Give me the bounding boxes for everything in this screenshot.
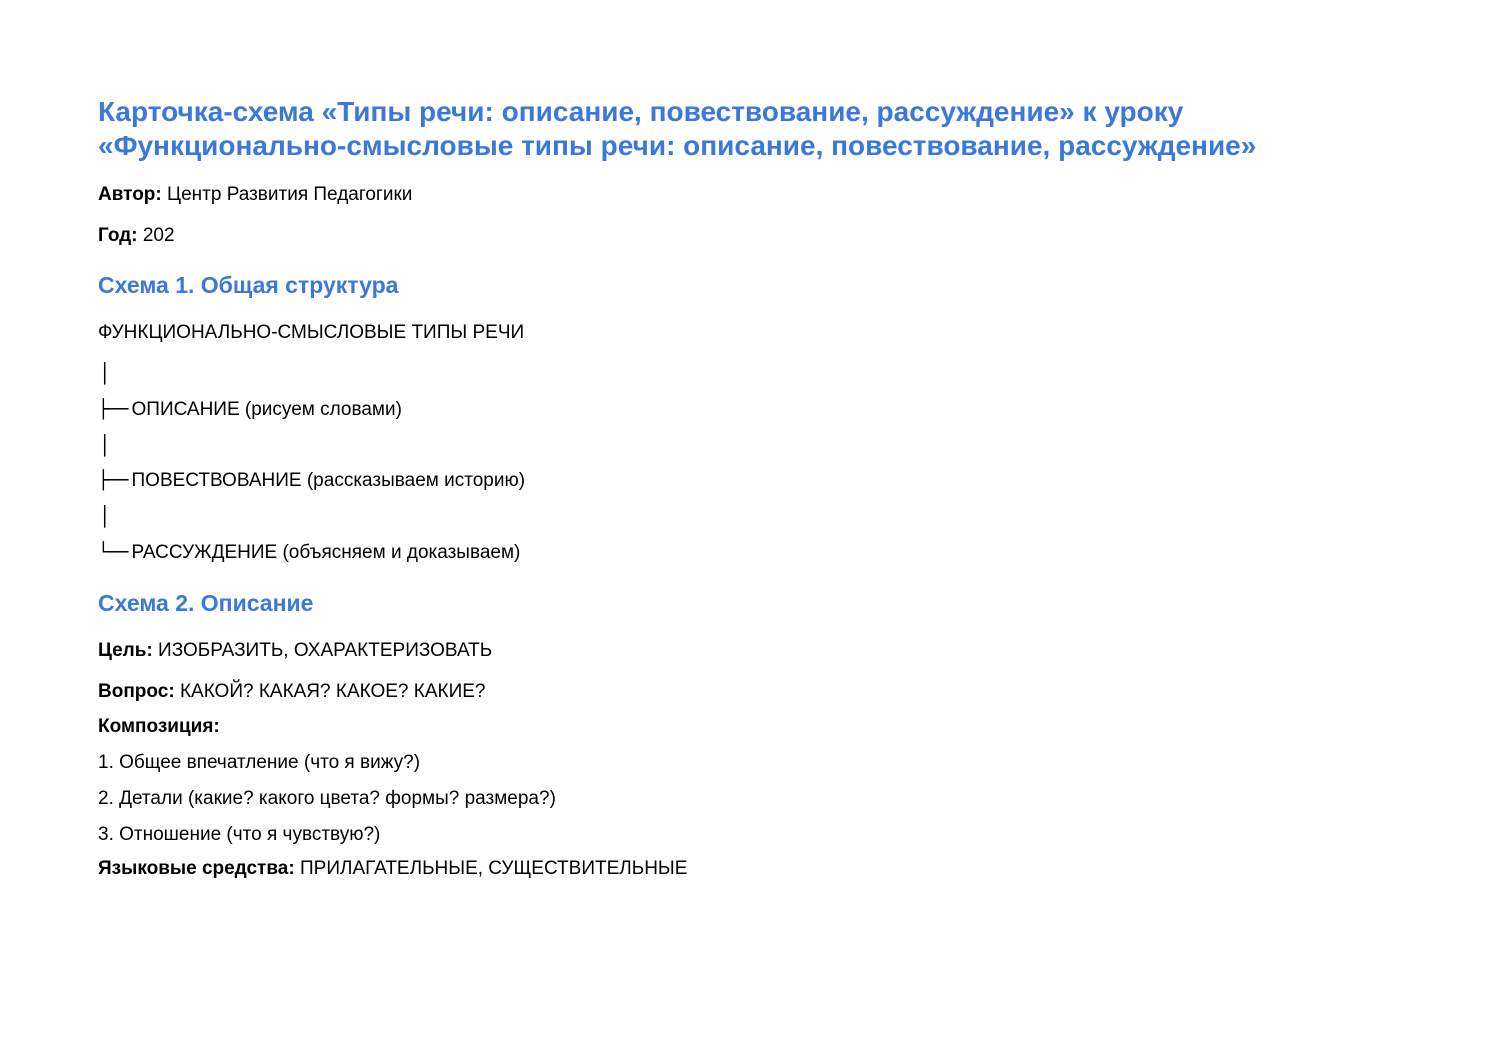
- tree-branch-glyph: ├──: [98, 399, 128, 420]
- page-title-line-1: Карточка-схема «Типы речи: описание, повествование, рассуждение» к уроку: [98, 96, 1184, 127]
- language-means-value: ПРИЛАГАТЕЛЬНЫЕ, СУЩЕСТВИТЕЛЬНЫЕ: [299, 858, 688, 879]
- goal-label: Цель:: [98, 640, 153, 661]
- composition-item: 2. Детали (какие? какого цвета? формы? размера?): [98, 788, 556, 809]
- author-value: Центр Развития Педагогики: [167, 184, 413, 205]
- tree-item-label: ПОВЕСТВОВАНИЕ (рассказываем историю): [131, 470, 526, 491]
- goal-value: ИЗОБРАЗИТЬ, ОХАРАКТЕРИЗОВАТЬ: [158, 640, 493, 661]
- tree-item-label: РАССУЖДЕНИЕ (объясняем и доказываем): [131, 542, 521, 563]
- year-label: Год:: [98, 225, 138, 246]
- page-title-line-2: «Функционально-смысловые типы речи: описание, повествование, рассуждение»: [98, 130, 1257, 161]
- tree-item-reasoning: [98, 541, 520, 565]
- question-label: Вопрос:: [98, 681, 175, 702]
- tree-root: ФУНКЦИОНАЛЬНО-СМЫСЛОВЫЕ ТИПЫ РЕЧИ: [98, 322, 525, 343]
- year-value: 202: [142, 225, 175, 246]
- scheme-2-heading: Схема 2. Описание: [98, 590, 314, 616]
- author-label: Автор:: [98, 184, 162, 205]
- page-title: [98, 95, 1398, 163]
- goal-line: [98, 639, 492, 663]
- language-means-line: [98, 857, 687, 881]
- composition-item: 3. Отношение (что я чувствую?): [98, 824, 381, 845]
- scheme-1-heading: Схема 1. Общая структура: [98, 272, 399, 298]
- tree-item-label: ОПИСАНИЕ (рисуем словами): [131, 399, 402, 420]
- tree-item-description: [98, 398, 402, 422]
- question-value: КАКОЙ? КАКАЯ? КАКОЕ? КАКИЕ?: [179, 681, 486, 702]
- tree-connector: │: [99, 435, 111, 457]
- tree-connector: │: [99, 363, 111, 385]
- language-means-label: Языковые средства:: [98, 858, 295, 879]
- tree-branch-glyph: ├──: [98, 470, 128, 491]
- tree-branch-glyph: └──: [98, 542, 128, 563]
- composition-item: 1. Общее впечатление (что я вижу?): [98, 752, 421, 773]
- tree-item-narration: [98, 469, 525, 493]
- author-line: [98, 183, 412, 207]
- tree-connector: │: [99, 506, 111, 528]
- composition-heading: [98, 715, 220, 739]
- year-line: [98, 224, 175, 248]
- question-line: [98, 680, 485, 704]
- composition-label: Композиция:: [98, 716, 220, 737]
